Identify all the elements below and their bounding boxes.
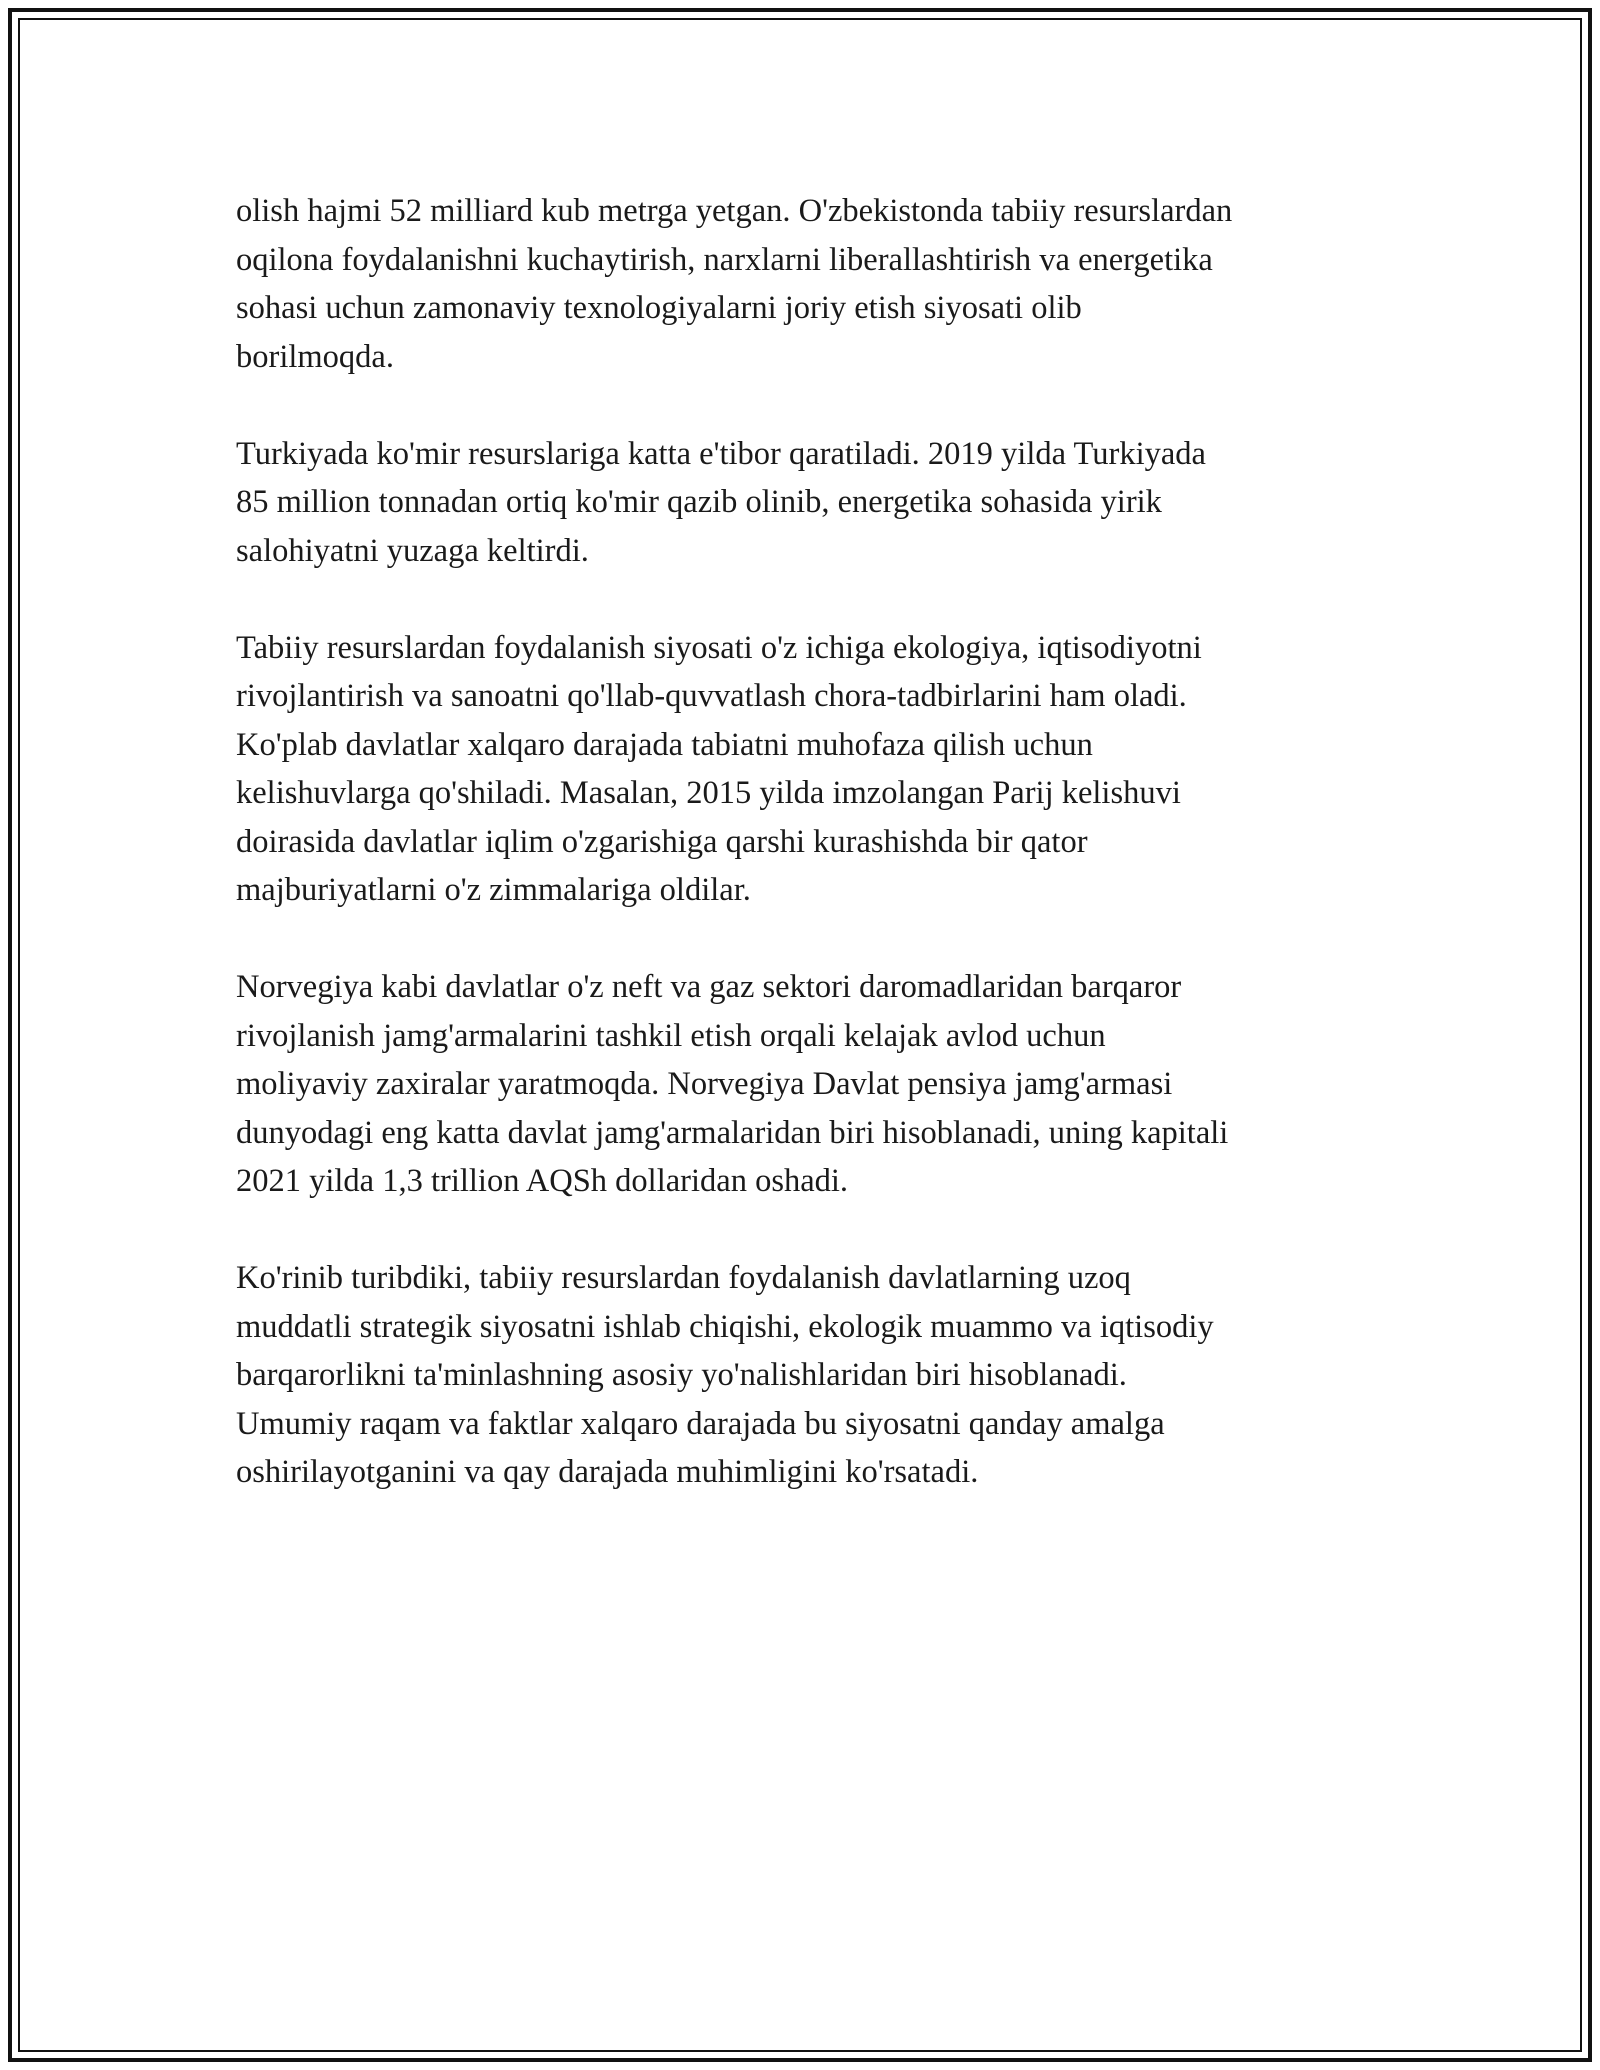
paragraph-turkey-coal: Turkiyada ko'mir resurslariga katta e'tibor qaratiladi. 2019 yilda Turkiyada 85 million tonnadan ortiq ko'mir qazib olinib, energetika sohasida yirik salohiyatni yuzaga keltirdi. <box>236 435 1206 569</box>
paragraph-resource-policy: Tabiiy resurslardan foydalanish siyosati o'z ichiga ekologiya, iqtisodiyotni rivojlantirish va sanoatni qo'llab-quvvatlash chora-tadbirlarini ham oladi. Ko'plab davlatlar xalqaro darajada tabiatni muhofaza qilish uchun kelishuvlarga qo'shiladi. Masalan, 2015 yilda imzolangan Parij kelishuvi doirasida davlatlar iqlim o'zgarishiga qarshi kurashishda bir qator majburiyatlarni o'z zimmalariga oldilar. <box>236 629 1202 908</box>
paragraph-conclusion: Ko'rinib turibdiki, tabiiy resurslardan foydalanish davlatlarning uzoq muddatli strategik siyosatni ishlab chiqishi, ekologik muammo va iqtisodiy barqarorlikni ta'minlashning asosiy yo'nalishlaridan biri hisoblanadi. Umumiy raqam va faktlar xalqaro darajada bu siyosatni qanday amalga oshirilayotganini va qay darajada muhimligini ko'rsatadi. <box>236 1260 1214 1490</box>
paragraph-norway-fund: Norvegiya kabi davlatlar o'z neft va gaz sektori daromadlaridan barqaror rivojlanish jamg'armalarini tashkil etish orqali kelajak avlod uchun moliyaviy zaxiralar yaratmoqda. Norvegiya Davlat pensiya jamg'armasi dunyodagi eng katta davlat jamg'armalaridan biri hisoblanadi, uning kapitali 2021 yilda 1,3 trillion AQSh dollaridan oshadi. <box>236 969 1229 1199</box>
paragraph-gas-production: olish hajmi 52 milliard kub metrga yetgan. O'zbekistonda tabiiy resurslardan oqilona foydalanishni kuchaytirish, narxlarni liberallashtirish va energetika sohasi uchun zamonaviy texnologiyalarni joriy etish siyosati olib borilmoqda. <box>236 193 1233 375</box>
document-body <box>236 187 1376 1545</box>
